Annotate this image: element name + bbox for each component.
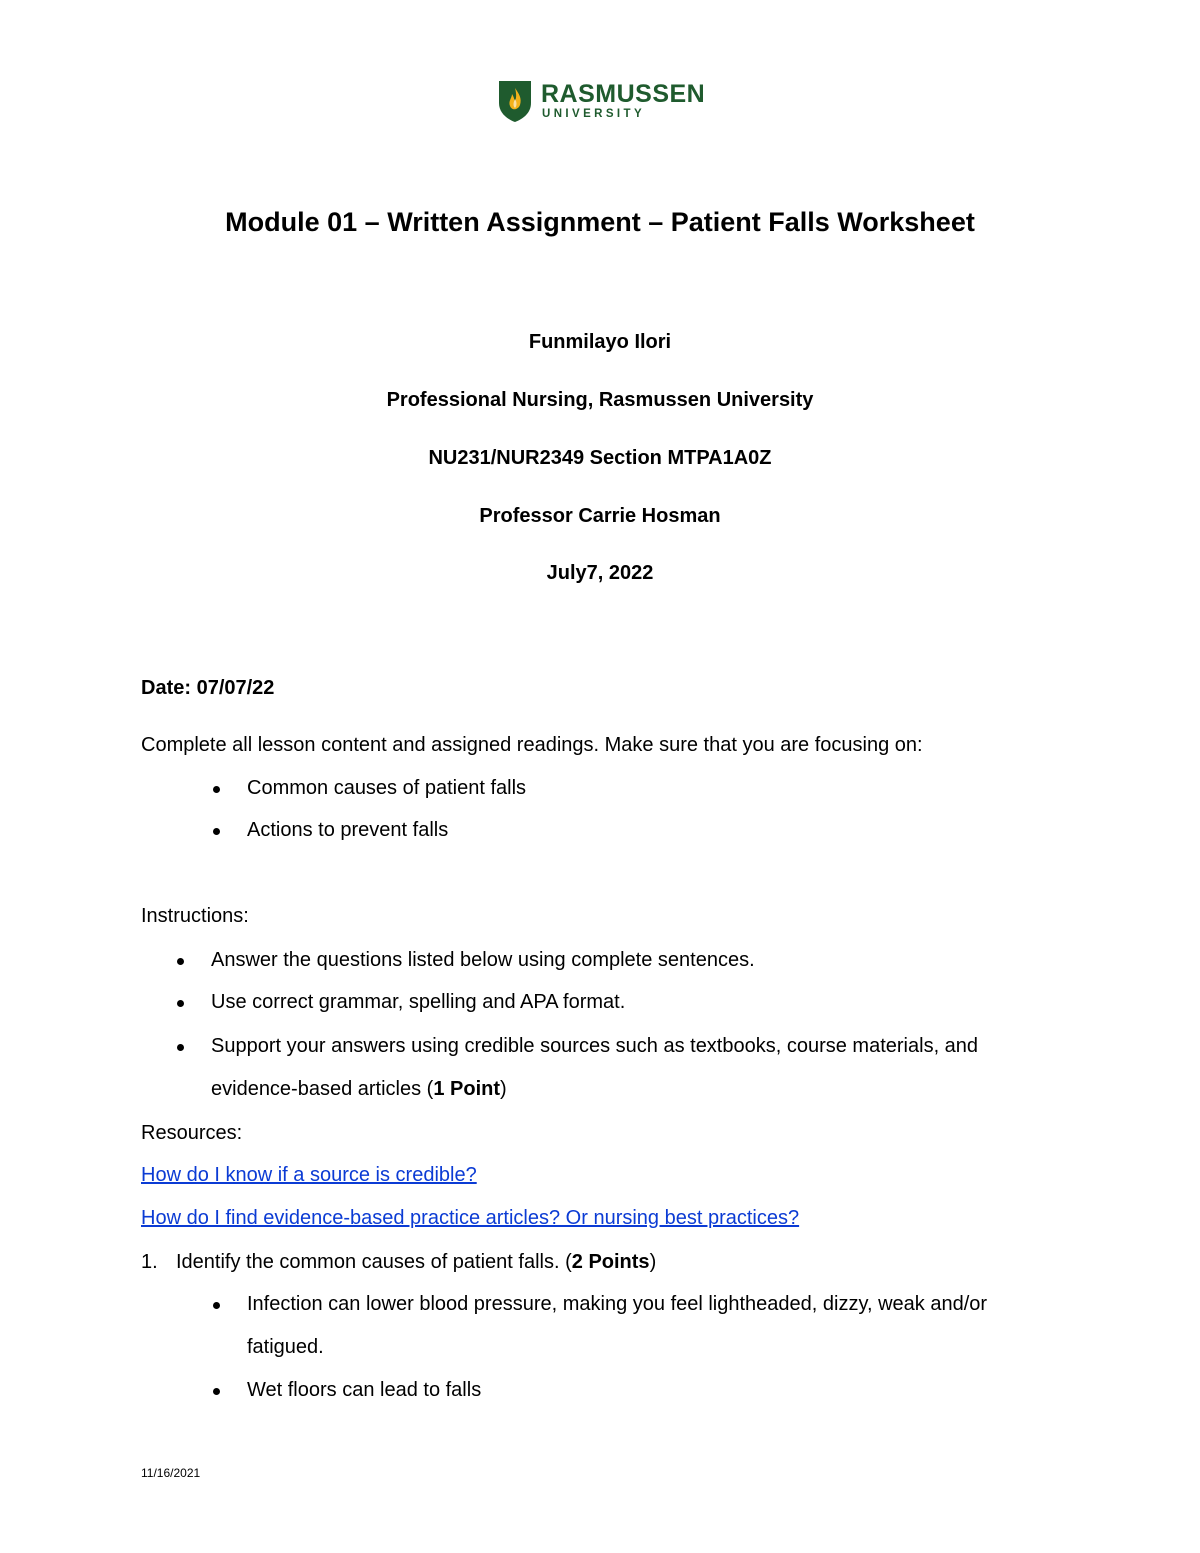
continuation-text: evidence-based articles ( xyxy=(211,1078,434,1100)
bullet-icon xyxy=(213,1302,220,1309)
answer-item: Infection can lower blood pressure, making you feel lightheaded, dizzy, weak and/or xyxy=(247,1293,988,1315)
bullet-icon xyxy=(213,828,220,835)
bullet-icon xyxy=(213,1388,220,1395)
instruction-item: Answer the questions listed below using complete sentences. xyxy=(211,949,755,971)
logo-subtitle: UNIVERSITY xyxy=(542,108,646,120)
instruction-item: Use correct grammar, spelling and APA format. xyxy=(211,991,626,1013)
document-title: Module 01 – Written Assignment – Patient Falls Worksheet xyxy=(225,207,975,237)
question-number: 1. xyxy=(141,1251,158,1273)
intro-paragraph: Complete all lesson content and assigned readings. Make sure that you are focusing on: xyxy=(141,734,923,756)
answer-item-continuation: fatigued. xyxy=(247,1336,324,1358)
logo-name: RASMUSSEN xyxy=(541,80,706,108)
focus-item: Common causes of patient falls xyxy=(247,777,527,799)
points-label: 1 Point xyxy=(433,1078,501,1100)
credible-source-link[interactable]: How do I know if a source is credible? xyxy=(141,1164,477,1186)
question-1 xyxy=(176,1251,656,1274)
answer-item: Wet floors can lead to falls xyxy=(247,1379,482,1401)
bullet-icon xyxy=(177,1000,184,1007)
bullet-icon xyxy=(177,958,184,965)
continuation-close: ) xyxy=(500,1078,507,1100)
instructions-label: Instructions: xyxy=(141,905,249,927)
question-close: ) xyxy=(649,1251,657,1273)
rasmussen-logo xyxy=(497,79,707,123)
cover-date: July7, 2022 xyxy=(546,562,654,584)
question-points: 2 Points xyxy=(571,1251,650,1273)
shield-flame-icon xyxy=(497,79,533,123)
course-line: NU231/NUR2349 Section MTPA1A0Z xyxy=(428,447,772,469)
professor-line: Professor Carrie Hosman xyxy=(479,505,721,527)
instruction-item: Support your answers using credible sources such as textbooks, course materials, and xyxy=(211,1035,979,1057)
resources-label: Resources: xyxy=(141,1122,243,1144)
focus-item: Actions to prevent falls xyxy=(247,819,449,841)
instruction-item-continuation xyxy=(211,1078,507,1101)
student-name: Funmilayo Ilori xyxy=(528,331,672,353)
footer-date: 11/16/2021 xyxy=(141,1466,201,1480)
bullet-icon xyxy=(177,1044,184,1051)
program-line: Professional Nursing, Rasmussen University xyxy=(386,389,814,411)
question-text: Identify the common causes of patient falls. ( xyxy=(176,1251,572,1273)
date-line: Date: 07/07/22 xyxy=(141,677,275,699)
bullet-icon xyxy=(213,786,220,793)
evidence-based-link[interactable]: How do I find evidence-based practice articles? Or nursing best practices? xyxy=(141,1207,800,1229)
